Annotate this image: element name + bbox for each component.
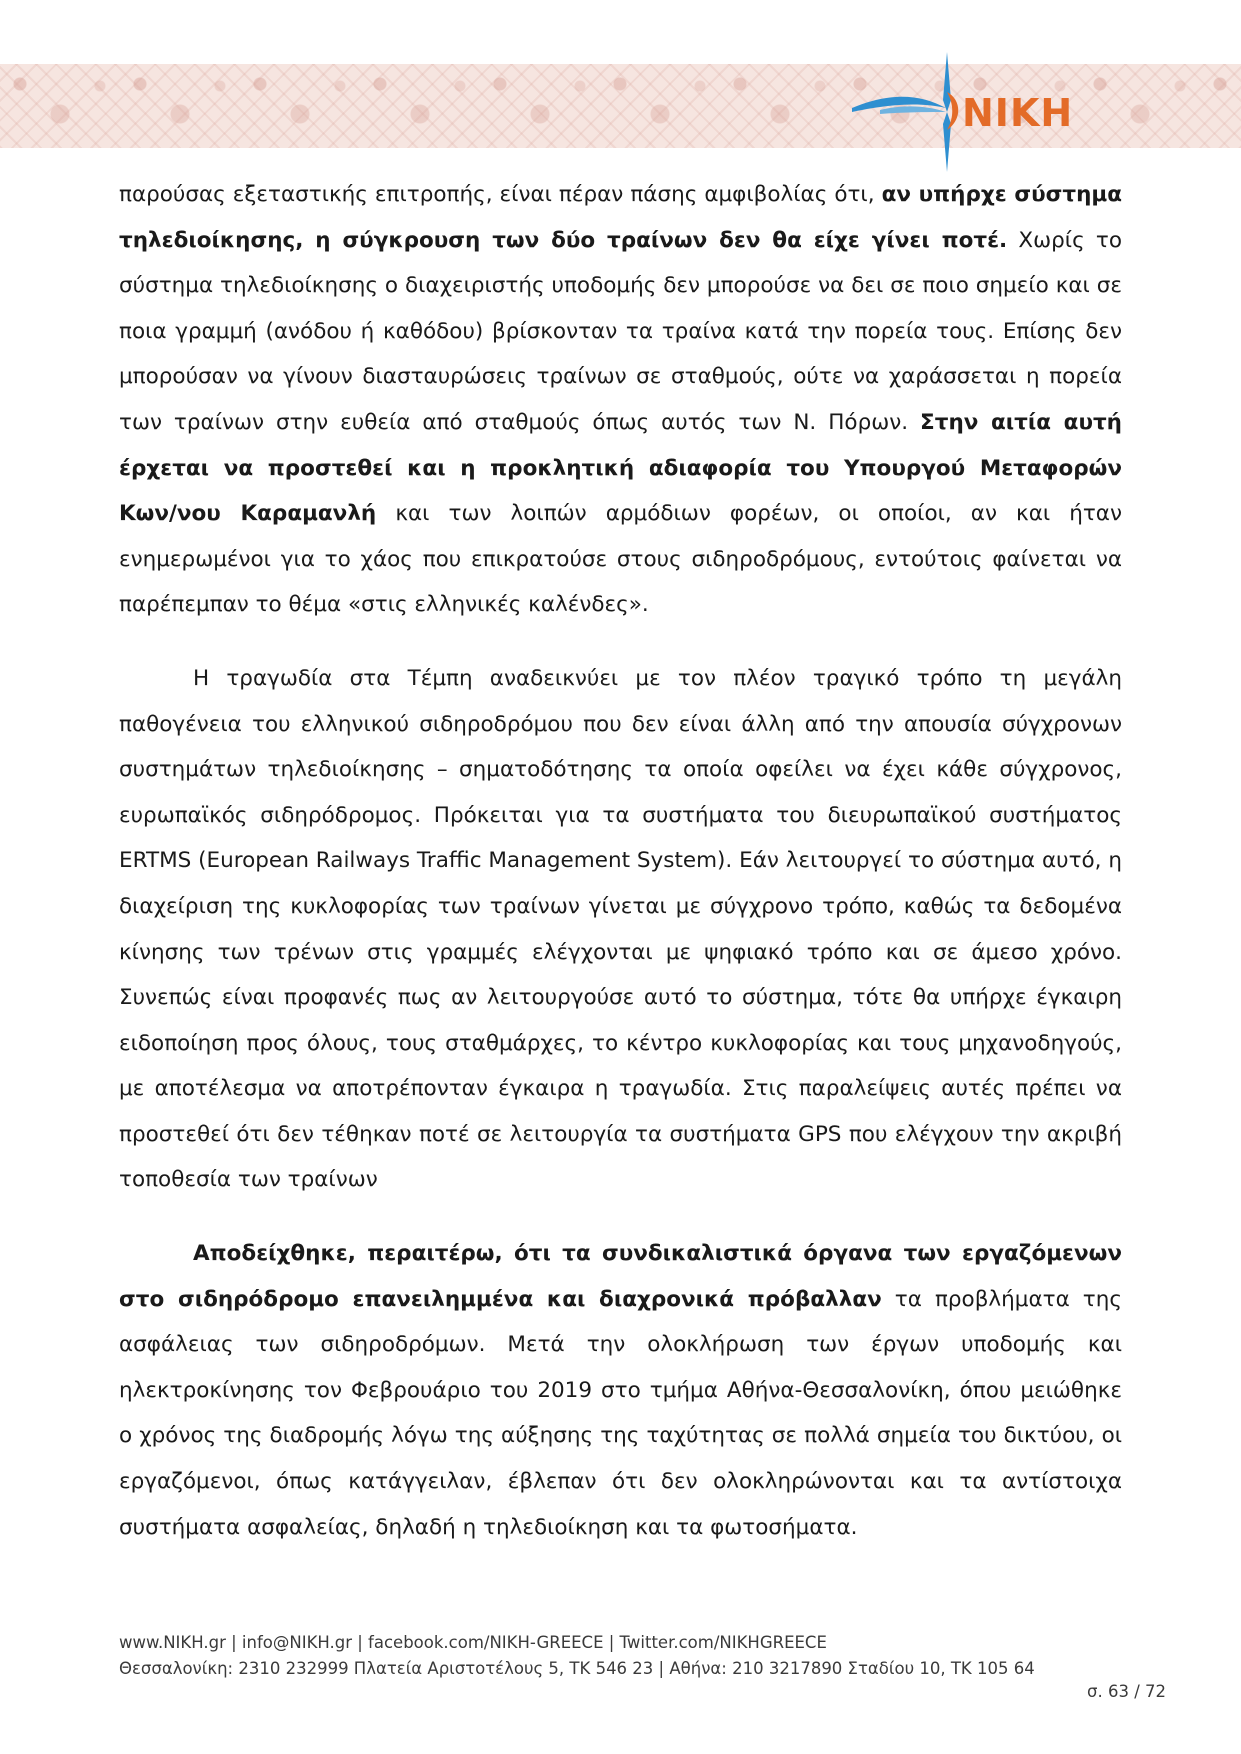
text-span: παρούσας εξεταστικής επιτροπής, είναι πέραν πάσης αμφιβολίας ότι, [119, 182, 882, 207]
logo-text: NIKH [962, 91, 1074, 135]
paragraph-2: Η τραγωδία στα Τέμπη αναδεικνύει με τον πλέον τραγικό τρόπο τη μεγάλη παθογένεια του ελληνικού σιδηροδρόμου που δεν είναι άλλη από την απουσία σύγχρονων συστημάτων τηλεδιοίκησης – σηματοδότησης τα οποία οφείλει να έχει κάθε σύγχρονος, ευρωπαϊκός σιδηρόδρομος. Πρόκειται για τα συστήματα του διευρωπαϊκού συστήματος ERTMS (European Railways Traffic Management System). Εάν λειτουργεί το σύστημα αυτό, η διαχείριση της κυκλοφορίας των τραίνων γίνεται με σύγχρονο τρόπο, καθώς τα δεδομένα κίνησης των τρένων στις γραμμές ελέγχονται με ψηφιακό τρόπο και σε άμεσο χρόνο. Συνεπώς είναι προφανές πως αν λειτουργούσε αυτό το σύστημα, τότε θα υπήρχε έγκαιρη ειδοποίηση προς όλους, τους σταθμάρχες, το κέντρο κυκλοφορίας και τους μηχανοδηγούς, με αποτέλεσμα να αποτρέπονταν έγκαιρα η τραγωδία. Στις παραλείψεις αυτές πρέπει να προστεθεί ότι δεν τέθηκαν ποτέ σε λειτουργία τα συστήματα GPS που ελέγχουν την ακριβή τοποθεσία των τραίνων [119, 665, 1122, 1193]
bold-text: Αποδείχθηκε, περαιτέρω, ότι τα συνδικαλιστικά όργανα των εργαζόμενων στο σιδηρόδρομο επανειλημμένα και διαχρονικά πρόβαλλαν [119, 1241, 1122, 1312]
bold-text: αν υπήρχε σύστημα τηλεδιοίκησης, η σύγκρουση των δύο τραίνων δεν θα είχε γίνει ποτέ. [119, 182, 1122, 253]
text-span: και των λοιπών αρμόδιων φορέων, οι οποίοι, αν και ήταν ενημερωμένοι για το χάος που επικρατούσε στους σιδηροδρόμους, εντούτοις φαίνεται να παρέπεμπαν το θέμα «στις ελληνικές καλένδες». [119, 501, 1122, 618]
paragraph-3 [119, 1231, 1122, 1550]
footer-links: www.NIKH.gr | info@NIKH.gr | facebook.com/NIKH-GREECE | Twitter.com/NIKHGREECE [119, 1633, 827, 1652]
footer [119, 1630, 1119, 1682]
document-body [119, 172, 1122, 1550]
bold-text: Στην αιτία αυτή έρχεται να προστεθεί και η προκλητική αδιαφορία του Υπουργού Μεταφορών Κων/νου Καραμανλή [119, 409, 1122, 527]
text-span: Χωρίς το σύστημα τηλεδιοίκησης ο διαχειριστής υποδομής δεν μπορούσε να δει σε ποιο σημείο και σε ποια γραμμή (ανόδου ή καθόδου) βρίσκονταν τα τραίνα κατά την πορεία τους. Επίσης δεν μπορούσαν να γίνουν διασταυρώσεις τραίνων σε σταθμούς, ούτε να χαράσσεται η πορεία των τραίνων στην ευθεία από σταθμούς όπως αυτός των Ν. Πόρων. [119, 227, 1122, 435]
text-span: τα προβλήματα της ασφάλειας των σιδηροδρόμων. Μετά την ολοκλήρωση των έργων υποδομής και ηλεκτροκίνησης τον Φεβρουάριο του 2019 στο τμήμα Αθήνα-Θεσσαλονίκη, όπου μειώθηκε ο χρόνος της διαδρομής λόγω της αύξησης της ταχύτητας σε πολλά σημεία του δικτύου, οι εργαζόμενοι, όπως κατάγγειλαν, έβλεπαν ότι δεν ολοκληρώνονται και τα αντίστοιχα συστήματα ασφαλείας, δηλαδή η τηλεδιοίκηση και τα φωτοσήματα. [119, 1286, 1123, 1540]
footer-addresses: Θεσσαλονίκη: 2310 232999 Πλατεία Αριστοτέλους 5, ΤΚ 546 23 | Αθήνα: 210 3217890 Σταδίου 10, ΤΚ 105 64 [119, 1659, 1035, 1678]
paragraph-1 [119, 172, 1122, 628]
page-number: σ. 63 / 72 [1087, 1682, 1166, 1701]
